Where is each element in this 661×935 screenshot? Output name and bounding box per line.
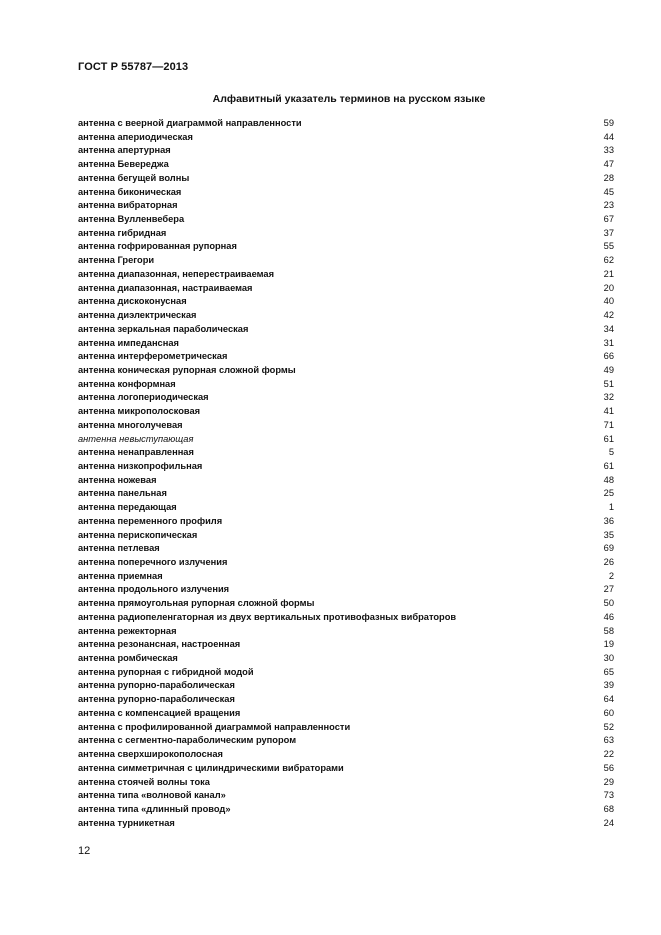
- index-term: антенна Грегори: [78, 255, 155, 266]
- index-page-ref: 62: [603, 255, 614, 266]
- index-entry: [78, 309, 614, 323]
- index-term: антенна импедансная: [78, 337, 179, 348]
- index-page-ref: 5: [608, 447, 614, 458]
- index-page-ref: 45: [603, 186, 614, 197]
- index-entry: [78, 460, 614, 474]
- index-page-ref: 36: [603, 515, 614, 526]
- index-entry: [78, 337, 614, 351]
- index-entry: [78, 734, 614, 748]
- index-entry: [78, 227, 614, 241]
- index-entry: [78, 419, 614, 433]
- index-term: антенна панельная: [78, 488, 167, 499]
- index-term: антенна многолучевая: [78, 419, 183, 430]
- index-page-ref: 31: [603, 337, 614, 348]
- index-page-ref: 40: [603, 296, 614, 307]
- index-term: антенна рупорно-параболическая: [78, 680, 235, 691]
- index-entry: [78, 666, 614, 680]
- index-page-ref: 51: [603, 378, 614, 389]
- index-page-ref: 50: [603, 598, 614, 609]
- index-page-ref: 69: [603, 543, 614, 554]
- index-entry: [78, 638, 614, 652]
- term-index: [78, 117, 614, 830]
- index-term: антенна стоячей волны тока: [78, 776, 210, 787]
- index-entry: [78, 144, 614, 158]
- index-page-ref: 20: [603, 282, 614, 293]
- index-term: антенна ромбическая: [78, 653, 178, 664]
- index-term: антенна прямоугольная рупорная сложной формы: [78, 598, 315, 609]
- index-entry: [78, 364, 614, 378]
- index-term: антенна резонансная, настроенная: [78, 639, 241, 650]
- index-page-ref: 71: [603, 419, 614, 430]
- index-term: антенна с профилированной диаграммой направленности: [78, 721, 351, 732]
- index-entry: [78, 199, 614, 213]
- index-term: антенна сверхширокополосная: [78, 749, 223, 760]
- index-page-ref: 65: [603, 666, 614, 677]
- index-entry: [78, 350, 614, 364]
- index-entry: [78, 433, 614, 447]
- index-entry: [78, 529, 614, 543]
- index-entry: [78, 625, 614, 639]
- index-term: антенна рупорно-параболическая: [78, 694, 235, 705]
- index-entry: [78, 213, 614, 227]
- index-term: антенна диапазонная, неперестраиваемая: [78, 268, 274, 279]
- index-page-ref: 19: [603, 639, 614, 650]
- index-page-ref: 25: [603, 488, 614, 499]
- index-term: антенна низкопрофильная: [78, 460, 203, 471]
- index-page-ref: 61: [603, 460, 614, 471]
- index-page-ref: 63: [603, 735, 614, 746]
- index-page-ref: 66: [603, 351, 614, 362]
- index-term: антенна Вулленвебера: [78, 214, 185, 225]
- index-entry: [78, 515, 614, 529]
- index-entry: [78, 707, 614, 721]
- index-term: антенна логопериодическая: [78, 392, 209, 403]
- index-term: антенна рупорная с гибридной модой: [78, 666, 254, 677]
- index-term: антенна продольного излучения: [78, 584, 230, 595]
- index-term: антенна симметричная с цилиндрическими вибраторами: [78, 762, 344, 773]
- page-number: 12: [78, 845, 91, 857]
- index-page-ref: 33: [603, 145, 614, 156]
- index-term: антенна поперечного излучения: [78, 557, 228, 567]
- index-term: антенна диэлектрическая: [78, 310, 197, 321]
- index-page-ref: 64: [603, 694, 614, 705]
- index-term: антенна конформная: [78, 378, 176, 389]
- index-page-ref: 41: [603, 406, 614, 417]
- index-entry: [78, 748, 614, 762]
- index-entry: [78, 679, 614, 693]
- index-term: антенна дискоконусная: [78, 296, 187, 307]
- index-page-ref: 22: [603, 749, 614, 760]
- index-entry: [78, 721, 614, 735]
- index-page-ref: 59: [603, 118, 614, 128]
- index-entry: [78, 282, 614, 296]
- index-page-ref: 47: [603, 159, 614, 170]
- index-term: антенна с веерной диаграммой направленности: [78, 118, 302, 128]
- index-page-ref: 52: [603, 721, 614, 732]
- index-term: антенна зеркальная параболическая: [78, 323, 249, 334]
- index-term: антенна перископическая: [78, 529, 198, 540]
- index-entry: [78, 611, 614, 625]
- index-page-ref: 73: [603, 790, 614, 801]
- index-entry: [78, 789, 614, 803]
- index-entry: [78, 268, 614, 282]
- index-entry: [78, 556, 614, 570]
- index-page-ref: 61: [603, 433, 614, 444]
- document-id: ГОСТ Р 55787—2013: [78, 61, 189, 73]
- index-entry: [78, 378, 614, 392]
- index-page-ref: 56: [603, 762, 614, 773]
- index-entry: [78, 323, 614, 337]
- index-page-ref: 58: [603, 625, 614, 636]
- index-term: антенна радиопеленгаторная из двух вертикальных противофазных вибраторов: [78, 611, 457, 622]
- index-term: антенна интерферометрическая: [78, 351, 228, 362]
- index-term: антенна коническая рупорная сложной формы: [78, 364, 296, 375]
- index-page-ref: 44: [603, 131, 614, 142]
- index-term: антенна ножевая: [78, 474, 157, 485]
- index-entry: [78, 117, 614, 131]
- index-entry: [78, 542, 614, 556]
- index-entry: [78, 776, 614, 790]
- index-page-ref: 34: [603, 323, 614, 334]
- index-page-ref: 21: [603, 268, 614, 279]
- index-entry: [78, 158, 614, 172]
- index-term: антенна типа «волновой канал»: [78, 790, 226, 801]
- index-page-ref: 68: [603, 803, 614, 814]
- index-entry: [78, 762, 614, 776]
- index-term: антенна приемная: [78, 570, 163, 581]
- index-page-ref: 28: [603, 172, 614, 183]
- index-page-ref: 1: [608, 502, 614, 513]
- index-page-ref: 24: [603, 817, 614, 828]
- index-page-ref: 49: [603, 364, 614, 375]
- index-page-ref: 46: [603, 611, 614, 622]
- index-term: антенна вибраторная: [78, 200, 178, 211]
- index-term: антенна диапазонная, настраиваемая: [78, 282, 253, 293]
- index-term: антенна Бевереджа: [78, 159, 169, 170]
- index-term: антенна биконическая: [78, 186, 182, 197]
- index-entry: [78, 803, 614, 817]
- index-term: антенна с компенсацией вращения: [78, 707, 241, 718]
- index-term: антенна передающая: [78, 502, 177, 513]
- index-term: антенна апериодическая: [78, 131, 193, 142]
- index-entry: [78, 295, 614, 309]
- index-term: антенна гофрированная рупорная: [78, 241, 237, 252]
- index-entry: [78, 391, 614, 405]
- index-page-ref: 39: [603, 680, 614, 691]
- index-entry: [78, 172, 614, 186]
- index-entry: [78, 570, 614, 584]
- index-entry: [78, 446, 614, 460]
- index-page-ref: 42: [603, 310, 614, 321]
- page-title-text: Алфавитный указатель терминов на русском языке: [212, 93, 486, 105]
- index-page-ref: 67: [603, 214, 614, 225]
- index-page-ref: 23: [603, 200, 614, 211]
- index-term: антенна бегущей волны: [78, 172, 190, 183]
- index-entry: [78, 131, 614, 145]
- index-term: антенна невыступающая: [78, 433, 194, 444]
- index-term: антенна апертурная: [78, 145, 171, 156]
- index-entry: [78, 186, 614, 200]
- index-term: антенна гибридная: [78, 227, 167, 238]
- index-page-ref: 48: [603, 474, 614, 485]
- index-entry: [78, 652, 614, 666]
- index-page-ref: 35: [603, 529, 614, 540]
- index-entry: [78, 817, 614, 831]
- index-page-ref: 37: [603, 227, 614, 238]
- index-page-ref: 2: [608, 570, 614, 581]
- index-term: антенна переменного профиля: [78, 515, 223, 526]
- index-page-ref: 29: [603, 776, 614, 787]
- index-entry: [78, 487, 614, 501]
- index-term: антенна микрополосковая: [78, 406, 201, 417]
- index-term: антенна режекторная: [78, 625, 177, 636]
- index-term: антенна ненаправленная: [78, 447, 194, 458]
- index-term: антенна петлевая: [78, 543, 160, 554]
- page-title: [0, 93, 661, 105]
- index-entry: [78, 583, 614, 597]
- index-term: антенна с сегментно-параболическим рупором: [78, 735, 297, 746]
- index-page-ref: 32: [603, 392, 614, 403]
- index-page-ref: 27: [603, 584, 614, 595]
- index-entry: [78, 240, 614, 254]
- index-entry: [78, 474, 614, 488]
- index-entry: [78, 597, 614, 611]
- index-entry: [78, 254, 614, 268]
- index-entry: [78, 405, 614, 419]
- index-page-ref: 30: [603, 653, 614, 664]
- index-term: антенна типа «длинный провод»: [78, 803, 231, 814]
- index-entry: [78, 693, 614, 707]
- index-term: антенна турникетная: [78, 817, 175, 828]
- index-entry: [78, 501, 614, 515]
- index-page-ref: 26: [603, 557, 614, 567]
- index-page-ref: 55: [603, 241, 614, 252]
- index-page-ref: 60: [603, 707, 614, 718]
